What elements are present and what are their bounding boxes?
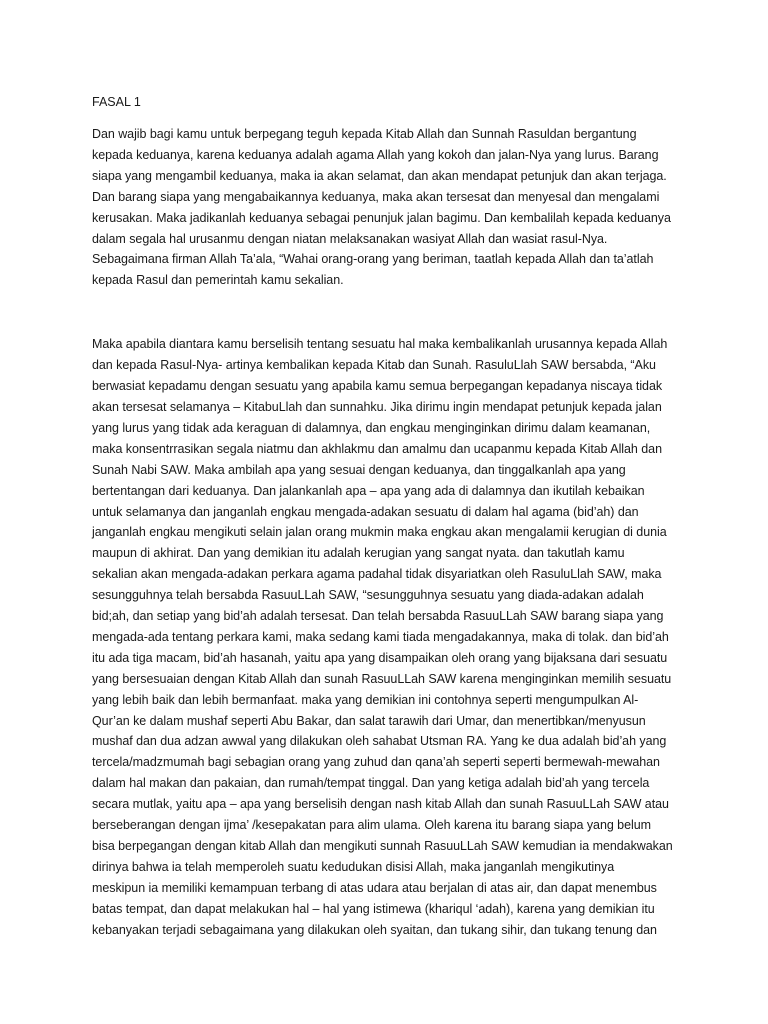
text-line: Qur’an ke dalam mushaf seperti Abu Bakar, dan salat tarawih dari Umar, dan menertibkan/menyusun: [92, 713, 646, 728]
text-line: sekalian akan mengada-adakan perkara agama padahal tidak disyariatkan oleh RasuluLlah SAW, maka: [92, 567, 662, 582]
text-line: mengada-ada tentang perkara kami, maka sedang kami tiada mengadakannya, maka di tolak. dan bid’ah: [92, 629, 669, 644]
text-line: Dan barang siapa yang mengabaikannya keduanya, maka akan tersesat dan menyesal dan mengalami: [92, 189, 660, 204]
text-line: bid;ah, dan setiap yang bid’ah adalah tersesat. Dan telah bersabda RasuuLLah SAW barang siapa yang: [92, 609, 664, 624]
text-line: yang lebih baik dan lebih bermanfaat. maka yang demikian ini contohnya seperti mengumpulkan Al-: [92, 692, 639, 707]
text-line: bertentangan dari keduanya. Dan jalankanlah apa – apa yang ada di dalamnya dan ikutilah kebaikan: [92, 483, 645, 498]
text-line: secara mutlak, yaitu apa – apa yang berselisih dengan nash kitab Allah dan sunah RasuuLLah SAW atau: [92, 797, 669, 812]
text-line: berwasiat kepadamu dengan sesuatu yang apabila kamu semua berpegangan kepadanya niscaya tidak: [92, 379, 663, 394]
text-line: dan kepada Rasul-Nya- artinya kembalikan kepada Kitab dan Sunah. RasuluLlah SAW bersabda, “Aku: [92, 358, 656, 373]
text-line: sesungguhnya telah bersabda RasuuLLah SAW, “sesungguhnya sesuatu yang diada-adakan adalah: [92, 588, 644, 603]
text-line: bisa berpegangan dengan kitab Allah dan mengikuti sunnah RasuuLLah SAW kemudian ia mendakwakan: [92, 839, 673, 853]
text-line: akan tersesat selamanya – KitabuLlah dan sunnahku. Jika dirimu ingin mendapat petunjuk kepada jalan: [92, 399, 662, 414]
text-line: kepada keduanya, karena keduanya adalah agama Allah yang kokoh dan jalan-Nya yang lurus. Barang: [92, 147, 659, 162]
text-line: Maka apabila diantara kamu berselisih tentang sesuatu hal maka kembalikanlah urusannya kepada Allah: [92, 337, 668, 352]
text-line: kebanyakan terjadi sebagaimana yang dilakukan oleh syaitan, dan tukang sihir, dan tukang tenung dan: [92, 922, 657, 937]
paragraph-2: [92, 334, 678, 940]
text-line: itu ada tiga macam, bid’ah hasanah, yaitu apa yang disampaikan oleh orang yang bijaksana dari sesuatu: [92, 650, 668, 665]
text-line: mushaf dan dua adzan awwal yang dilakukan oleh sahabat Utsman RA. Yang ke dua adalah bid’ah yang: [92, 734, 667, 749]
text-line: batas tempat, dan dapat melakukan hal – hal yang istimewa (khariqul ‘adah), karena yang demikian itu: [92, 901, 655, 916]
text-line: dalam hal makan dan pakaian, dan rumah/tempat tinggal. Dan yang ketiga adalah bid’ah yang tercela: [92, 776, 650, 791]
text-line: dalam segala hal urusanmu dengan niatan melaksanakan wasiyat Allah dan wasiat rasul-Nya.: [92, 231, 608, 246]
text-line: yang lurus yang tidak ada keraguan di dalamnya, dan engkau menginginkan dirimu dalam keamanan,: [92, 420, 651, 435]
paragraph-1: [92, 124, 678, 291]
text-line: Dan wajib bagi kamu untuk berpegang teguh kepada Kitab Allah dan Sunnah Rasuldan bergantung: [92, 127, 637, 141]
text-line: berseberangan dengan ijma’ /kesepakatan para alim ulama. Oleh karena itu barang siapa yang belum: [92, 818, 651, 833]
text-line: kerusakan. Maka jadikanlah keduanya sebagai penunjuk jalan bagimu. Dan kembalilah kepada keduanya: [92, 210, 671, 225]
text-line: janganlah engkau mengikuti selain jalan orang mukmin maka engkau akan mengalamii kerugian di dunia: [92, 525, 667, 540]
text-line: Sebagaimana firman Allah Ta’ala, “Wahai orang-orang yang beriman, taatlah kepada Allah dan ta’atlah: [92, 252, 654, 267]
text-line: yang bersesuaian dengan Kitab Allah dan sunah RasuuLLah SAW karena menginginkan memilih sesuatu: [92, 671, 672, 686]
text-line: Sunah Nabi SAW. Maka ambilah apa yang sesuai dengan keduanya, dan tinggalkanlah apa yang: [92, 462, 626, 477]
text-line: kepada Rasul dan pemerintah kamu sekalian.: [92, 273, 344, 288]
text-line: untuk selamanya dan janganlah engkau mengada-adakan sesuatu di dalam hal agama (bid’ah) dan: [92, 504, 639, 519]
text-line: dirinya bahwa ia telah memperoleh suatu kedudukan disisi Allah, maka janganlah mengikutinya: [92, 859, 615, 874]
text-line: siapa yang mengambil keduanya, maka ia akan selamat, dan akan mendapat petunjuk dan akan terjaga.: [92, 168, 667, 183]
section-heading: FASAL 1: [92, 95, 141, 109]
text-line: meskipun ia memiliki kemampuan terbang di atas udara atau berjalan di atas air, dan dapat menembus: [92, 880, 657, 895]
text-line: maka konsentrrasikan segala niatmu dan akhlakmu dan amalmu dan ucapanmu kepada Kitab Allah dan: [92, 441, 662, 456]
text-line: maupun di akhirat. Dan yang demikian itu adalah kerugian yang sangat nyata. dan takutlah kamu: [92, 546, 625, 561]
text-line: tercela/madzmumah bagi sebagian orang yang zuhud dan qana’ah seperti seperti bermewah-mewahan: [92, 755, 660, 770]
